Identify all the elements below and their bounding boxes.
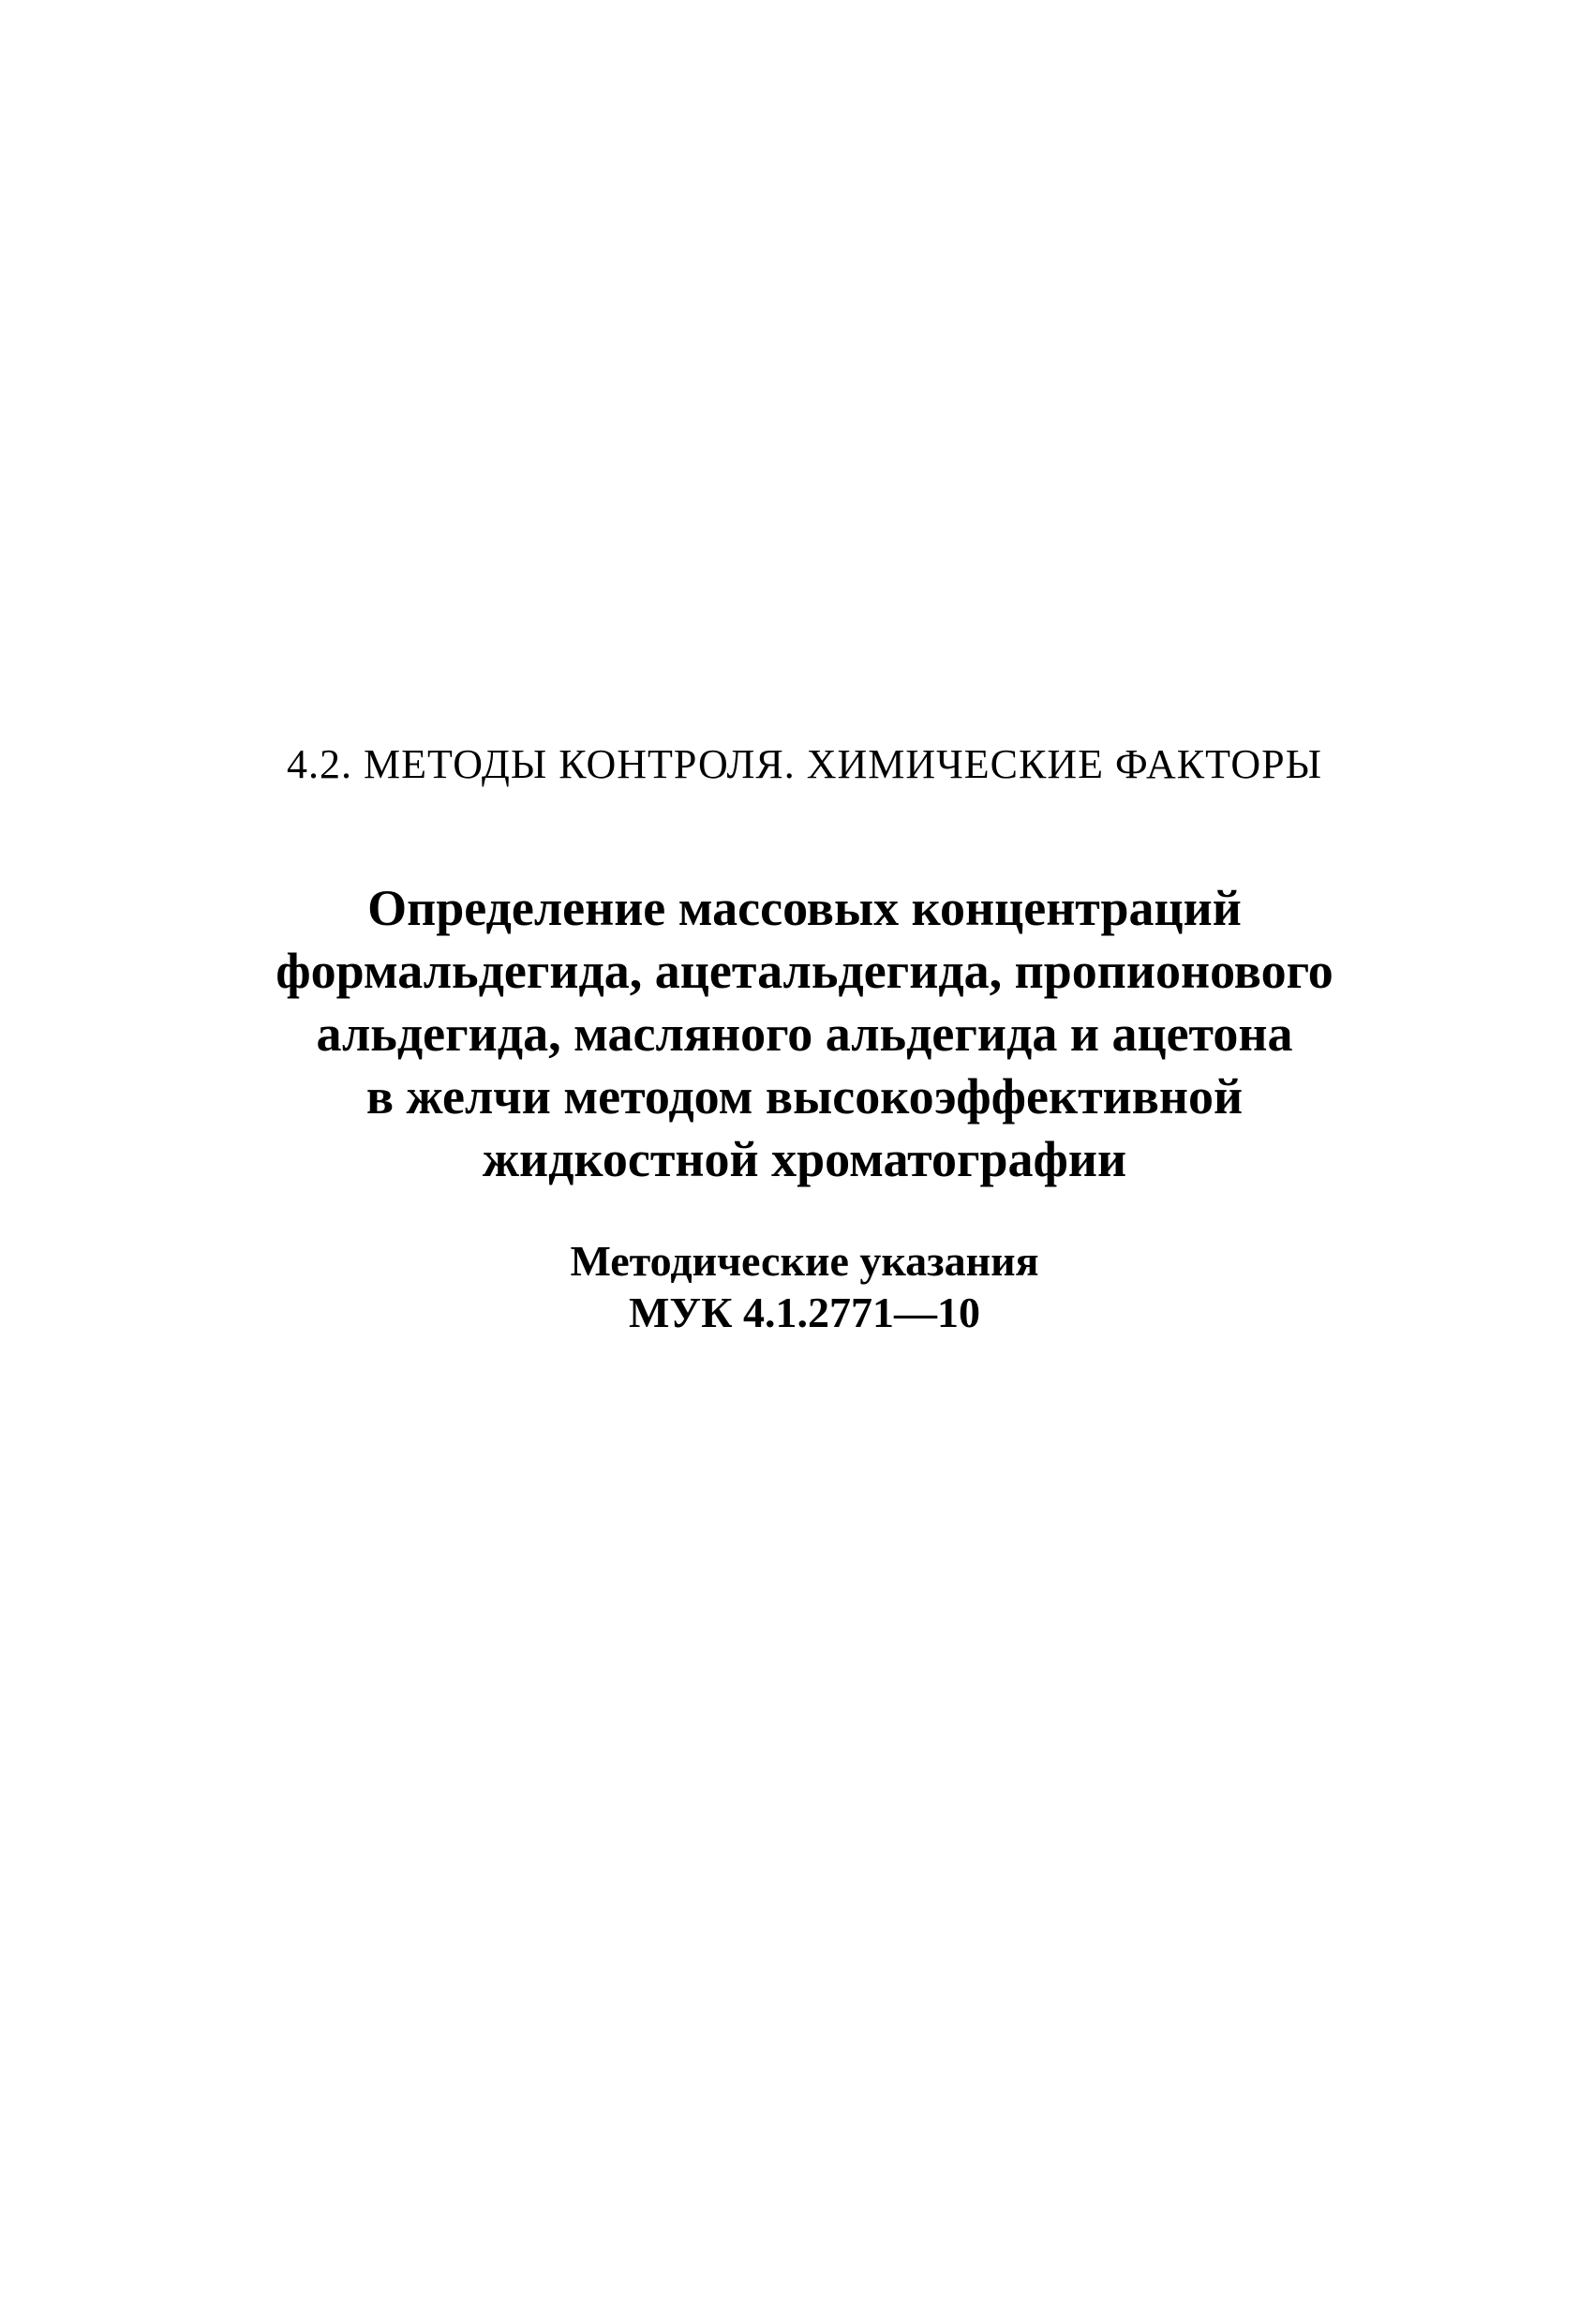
title-line-4: в желчи методом высокоэффективной [365,1068,1244,1125]
subtitle-doc-type: Методические указания [570,1237,1039,1285]
document-subtitle [7,1235,1594,1338]
title-line-5: жидкостной хроматографии [482,1131,1127,1187]
document-title [7,877,1594,1191]
title-line-2: формальдегида, ацетальдегида, пропионового [276,943,1333,999]
title-line-3: альдегида, масляного альдегида и ацетона [316,1006,1293,1062]
title-line-1: Определение массовых концентраций [367,880,1242,936]
section-header: 4.2. МЕТОДЫ КОНТРОЛЯ. ХИМИЧЕСКИЕ ФАКТОРЫ [286,741,1323,787]
subtitle-doc-number: МУК 4.1.2771—10 [628,1289,981,1336]
